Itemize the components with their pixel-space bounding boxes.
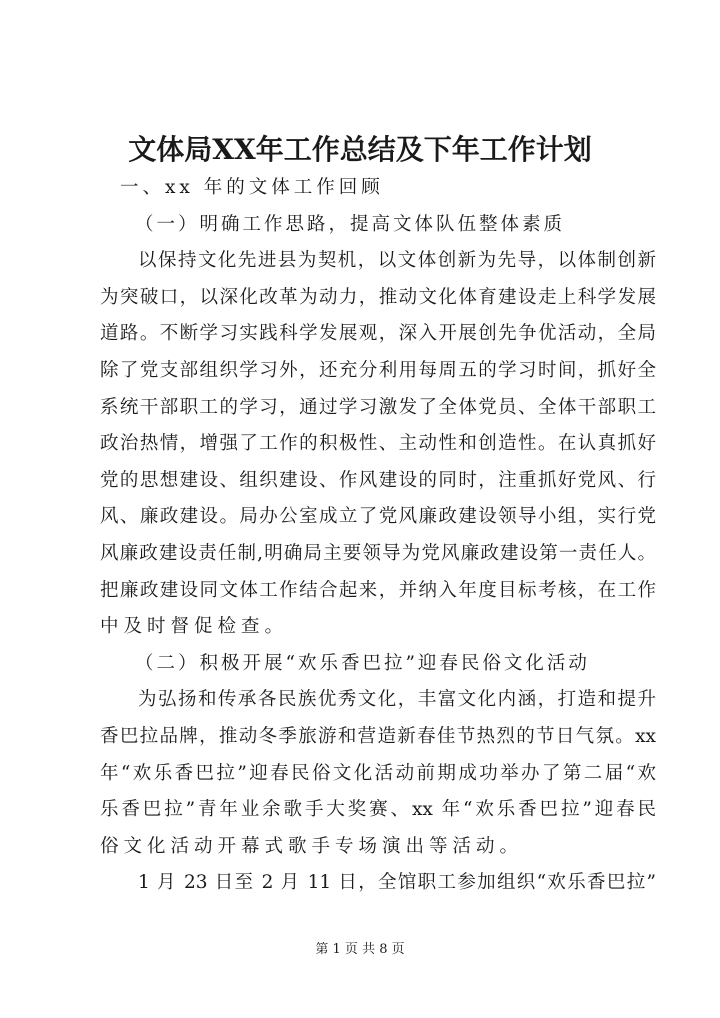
section-heading: （一）明确工作思路，提高文体队伍整体素质 [135, 213, 566, 235]
paragraph-line: 俗文化活动开幕式歌手专场演出等活动。 [100, 835, 524, 857]
paragraph-line: 1 月 23 日至 2 月 11 日，全馆职工参加组织“欢乐香巴拉” [138, 872, 656, 894]
section-heading: 一、xx 年的文体工作回顾 [120, 177, 384, 198]
paragraph-line: 系统干部职工的学习，通过学习激发了全体党员、全体干部职工 [100, 396, 656, 418]
paragraph-line: 道路。不断学习实践科学发展观，深入开展创先争优活动，全局 [100, 323, 656, 345]
document-title: 文体局XX年工作总结及下年工作计划 [128, 133, 592, 166]
paragraph-line: 年“欢乐香巴拉”迎春民俗文化活动前期成功举办了第二届“欢 [100, 762, 656, 784]
paragraph-line: 以保持文化先进县为契机，以文体创新为先导，以体制创新 [138, 250, 656, 272]
paragraph-line: 为弘扬和传承各民族优秀文化，丰富文化内涵，打造和提升 [138, 689, 656, 711]
paragraph-line: 除了党支部组织学习外，还充分利用每周五的学习时间，抓好全 [100, 359, 656, 381]
paragraph-line: 风、廉政建设。局办公室成立了党风廉政建设领导小组，实行党 [100, 506, 656, 528]
document-body [100, 170, 656, 902]
paragraph-line: 香巴拉品牌，推动冬季旅游和营造新春佳节热烈的节日气氛。xx [100, 725, 656, 747]
paragraph-line: 党的思想建设、组织建设、作风建设的同时，注重抓好党风、行 [100, 469, 656, 491]
section-heading: （二）积极开展“欢乐香巴拉”迎春民俗文化活动 [135, 652, 590, 674]
page-footer: 第 1 页 共 8 页 [315, 942, 405, 957]
paragraph-line: 中及时督促检查。 [100, 616, 289, 638]
paragraph-line: 风廉政建设责任制,明确局主要领导为党风廉政建设第一责任人。 [100, 542, 656, 564]
paragraph-line: 为突破口，以深化改革为动力，推动文化体育建设走上科学发展 [100, 286, 656, 308]
paragraph-line: 政治热情，增强了工作的积极性、主动性和创造性。在认真抓好 [100, 433, 656, 455]
paragraph-line: 把廉政建设同文体工作结合起来，并纳入年度目标考核，在工作 [100, 579, 656, 601]
paragraph-line: 乐香巴拉”青年业余歌手大奖赛、xx 年“欢乐香巴拉”迎春民 [100, 799, 656, 821]
